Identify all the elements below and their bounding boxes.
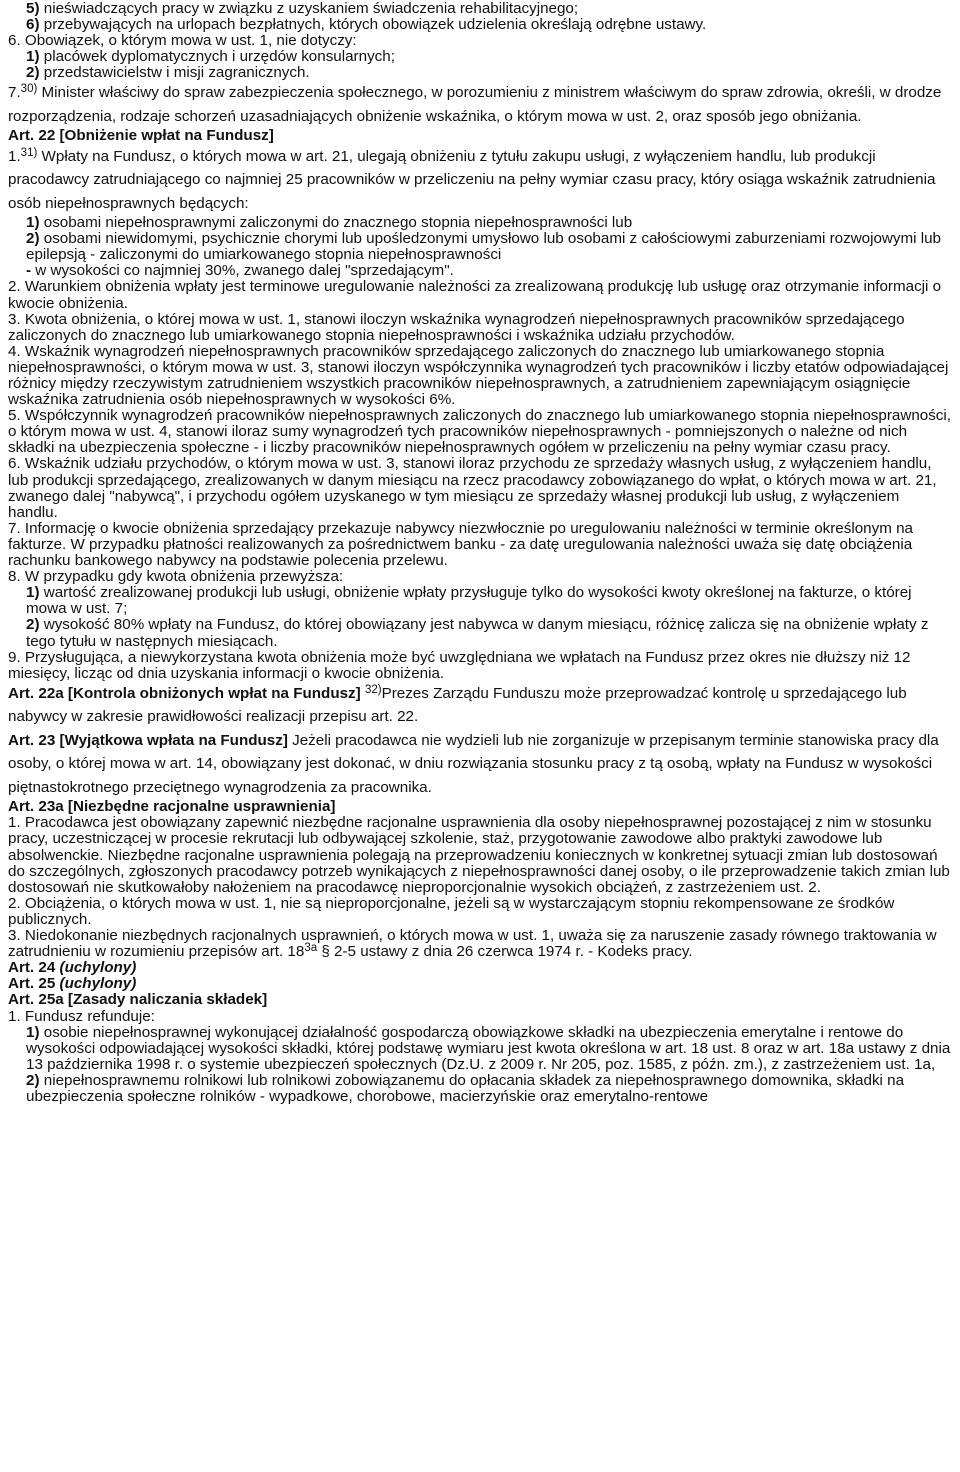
paragraph: 3. Niedokonanie niezbędnych racjonalnych usprawnień, o których mowa w ust. 1, uważa się za naruszenie zasady równego traktowania w zatrudnieniu w rozumieniu przepisów art. $18^{3a}$ § 2-5 ustawy z dnia 26 czerwca 1974 r. - Kodeks pracy. xyxy=(8,927,937,961)
paragraph: 3. Kwota obniżenia, o której mowa w ust. 1, stanowi iloczyn wskaźnika wynagrodzeń niepełnosprawnych pracowników sprzedającego zaliczonych do znacznego lub umiarkowanego stopnia niepełnosprawności i wskaźnika udziału przychodów. xyxy=(8,310,905,344)
section-sign: § xyxy=(321,943,330,961)
list-item: 1) placówek dyplomatycznych i urzędów konsularnych; xyxy=(26,48,395,66)
paragraph: 4. Wskaźnik wynagrodzeń niepełnosprawnych pracowników sprzedającego zaliczonych do znacznego lub umiarkowanego stopnia niepełnosprawności, o którym mowa w ust. 3, stanowi iloczyn współczynnika wynagrodzeń tych pracowników i liczby etatów odpowiadającej różnicy między rzeczywistym zatrudnieniem wszystkich pracowników niepełnosprawnych, a zatrudnieniem zapewniającym osiągnięcie wskaźnika zatrudnienia osób niepełnosprawnych w wysokości 6%. xyxy=(8,342,949,409)
paragraph: 7. Informację o kwocie obniżenia sprzedający przekazuje nabywcy niezwłocznie po uregulowaniu należności w terminie określonym na fakturze. W przypadku płatności realizowanych za pośrednictwem banku - za datę uregulowania należności uważa się datę obciążenia rachunku bankowego nabywcy na podstawie polecenia przelewu. xyxy=(8,519,913,570)
footnote-ref: 31) xyxy=(20,146,38,159)
footnote-ref: 30) xyxy=(20,83,38,96)
article-paragraph: Art. 22a [Kontrola obniżonych wpłat na Fundusz] $^{32)}$Prezes Zarządu Funduszu może przeprowadzać kontrolę u sprzedającego lub nabywcy w zakresie prawidłowości realizacji przepisu art. 22. xyxy=(8,683,907,726)
article-heading: Art. 23 [Wyjątkowa wpłata na Fundusz] xyxy=(8,731,288,749)
paragraph: 1. Fundusz refunduje: xyxy=(8,1007,155,1025)
footnote-ref: 3a xyxy=(304,942,318,955)
article-heading: Art. 24 (uchylony) xyxy=(8,959,137,977)
paragraph: 6. Obowiązek, o którym mowa w ust. 1, nie dotyczy: xyxy=(8,32,357,50)
list-item: 2) osobami niewidomymi, psychicznie chorymi lub upośledzonymi umysłowo lub osobami z całościowymi zaburzeniami rozwojowymi lub epilepsją - zaliczonymi do umiarkowanego stopnia niepełnosprawności xyxy=(26,230,941,264)
paragraph: 7.$^{30)}$ Minister właściwy do spraw zabezpieczenia społecznego, w porozumieniu z ministrem właściwym do spraw zdrowia, określi, w drodze rozporządzenia, rodzaje schorzeń uzasadniających obniżenie wskaźnika, o którym mowa w ust. 2, oraz sposób jego obniżania. xyxy=(8,83,942,125)
paragraph: 1.$^{31)}$ Wpłaty na Fundusz, o których mowa w art. 21, ulegają obniżeniu z tytułu zakupu usługi, z wyłączeniem handlu, lub produkcji pracodawcy zatrudniającego co najmniej 25 pracowników w przeliczeniu na pełny wymiar czasu pracy, który osiąga wskaźnik zatrudnienia osób niepełnosprawnych będących: xyxy=(8,146,936,212)
paragraph: 1. Pracodawca jest obowiązany zapewnić niezbędne racjonalne usprawnienia dla osoby niepełnosprawnej pozostającej z nim w stosunku pracy, uczestniczącej w procesie rekrutacji lub odbywającej szkolenie, staż, przygotowanie zawodowe albo praktyki zawodowe lub absolwenckie. Niezbędne racjonalne usprawnienia polegają na przeprowadzeniu koniecznych w konkretnej sytuacji zmian lub dostosowań do szczególnych, zgłoszonych pracodawcy potrzeb wynikających z niepełnosprawności danej osoby, o ile przeprowadzenie takich zmian lub dostosowań nie skutkowałoby nałożeniem na pracodawcę nieproporcjonalnie wysokich obciążeń, z zastrzeżeniem ust. 2. xyxy=(8,814,950,896)
list-item: 2) przedstawicielstw i misji zagranicznych. xyxy=(26,64,310,82)
article-heading: Art. 23a [Niezbędne racjonalne usprawnienia] xyxy=(8,798,336,816)
list-item: - w wysokości co najmniej 30%, zwanego dalej "sprzedającym". xyxy=(26,262,454,280)
paragraph: 2. Warunkiem obniżenia wpłaty jest terminowe uregulowanie należności za zrealizowaną produkcję lub usługę oraz otrzymanie informacji o kwocie obniżenia. xyxy=(8,278,942,312)
list-item: 2) niepełnosprawnemu rolnikowi lub rolnikowi zobowiązanemu do opłacania składek za niepełnosprawnego domownika, składki na ubezpieczenia społeczne rolników - wypadkowe, chorobowe, macierzyńskie oraz emerytalno-rentowe xyxy=(26,1071,905,1105)
paragraph: 5. Współczynnik wynagrodzeń pracowników niepełnosprawnych zaliczonych do znacznego lub umiarkowanego stopnia niepełnosprawności, o którym mowa w ust. 4, stanowi iloraz sumy wynagrodzeń tych pracowników niepełnosprawnych - pomniejszonych o należne od nich składki na ubezpieczenia społeczne - i liczby pracowników niepełnosprawnych ogółem w przeliczeniu na pełny wymiar czasu pracy. xyxy=(8,407,951,457)
paragraph: 9. Przysługująca, a niewykorzystana kwota obniżenia może być uwzględniana we wpłatach na Fundusz przez okres nie dłuższy niż 12 miesięcy, licząc od dnia uzyskania informacji o kwocie obniżenia. xyxy=(8,648,911,682)
footnote-ref: 32) xyxy=(364,683,382,696)
list-item: 6) przebywających na urlopach bezpłatnych, których obowiązek udzielenia określają odrębne ustawy. xyxy=(26,16,707,34)
article-heading: Art. 25 (uchylony) xyxy=(8,975,137,993)
list-item: 1) osobami niepełnosprawnymi zaliczonymi do znacznego stopnia niepełnosprawności lub xyxy=(26,214,633,232)
list-item: 2) wysokość 80% wpłaty na Fundusz, do której obowiązany jest nabywca w danym miesiącu, różnicę zalicza się na obniżenie wpłaty z tego tytułu w następnych miesiącach. xyxy=(26,616,929,650)
article-heading: Art. 22 [Obniżenie wpłat na Fundusz] xyxy=(8,127,274,145)
list-item: 1) wartość zrealizowanej produkcji lub usługi, obniżenie wpłaty przysługuje tylko do wysokości kwoty określonej na fakturze, o której mowa w ust. 7; xyxy=(26,584,912,618)
article-paragraph: Art. 23 [Wyjątkowa wpłata na Fundusz] Jeżeli pracodawca nie wydzieli lub nie zorganizuje w przepisanym terminie stanowiska pracy dla osoby, o której mowa w art. 14, obowiązany jest dokonać, w dniu rozwiązania stosunku pracy z tą osobą, wpłaty na Fundusz w wysokości piętnastokrotnego przeciętnego wynagrodzenia za pracownika. xyxy=(8,731,939,796)
list-item: 5) nieświadczących pracy w związku z uzyskaniem świadczenia rehabilitacyjnego; xyxy=(26,0,579,17)
paragraph: 6. Wskaźnik udziału przychodów, o którym mowa w ust. 3, stanowi iloraz przychodu ze sprzedaży własnych usług, z wyłączeniem handlu, lub produkcji sprzedającego, zrealizowanych w danym miesiącu na rzecz pracodawcy zobowiązanego do wpłat, o których mowa w art. 21, zwanego dalej "nabywcą", i przychodu ogółem uzyskanego w tym miesiącu ze sprzedaży własnej produkcji lub usług, z wyłączeniem handlu. xyxy=(8,455,937,521)
paragraph: 8. W przypadku gdy kwota obniżenia przewyższa: xyxy=(8,568,344,586)
article-heading: Art. 22a [Kontrola obniżonych wpłat na Fundusz] xyxy=(8,684,361,702)
list-item: 1) osobie niepełnosprawnej wykonującej działalność gospodarczą obowiązkowe składki na ubezpieczenia emerytalne i rentowe do wysokości odpowiadającej wysokości składki, której podstawę wymiaru jest kwota określona w art. 18 ust. 8 oraz w art. 18a ustawy z dnia 13 października 1998 r. o systemie ubezpieczeń społecznych (Dz.U. z 2009 r. Nr 205, poz. 1585, z późn. zm.), z zastrzeżeniem ust. 1a, xyxy=(26,1023,951,1073)
paragraph: 2. Obciążenia, o których mowa w ust. 1, nie są nieproporcjonalne, jeżeli są w wystarczającym stopniu rekompensowane ze środków publicznych. xyxy=(8,894,895,928)
article-heading: Art. 25a [Zasady naliczania składek] xyxy=(8,991,268,1009)
